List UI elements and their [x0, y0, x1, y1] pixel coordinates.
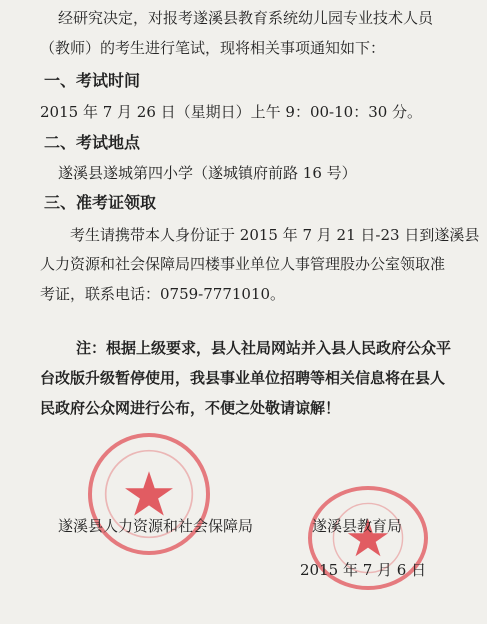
- note-line-1: 注：根据上级要求，县人社局网站并入县人民政府公众平: [76, 339, 452, 357]
- note-line-2: 台改版升级暂停使用，我县事业单位招聘等相关信息将在县人: [40, 369, 446, 387]
- intro-line-1: 经研究决定，对报考遂溪县教育系统幼儿园专业技术人员: [58, 9, 434, 27]
- section-3-line-1: 考生请携带本人身份证于 2015 年 7 月 21 日-23 日到遂溪县: [70, 226, 480, 244]
- intro-line-2: （教师）的考生进行笔试，现将相关事项通知如下：: [40, 39, 386, 57]
- section-2-text: 遂溪县遂城第四小学（遂城镇府前路 16 号）: [58, 164, 357, 182]
- signature-date: 2015 年 7 月 6 日: [300, 561, 427, 579]
- section-3-line-2: 人力资源和社会保障局四楼事业单位人事管理股办公室领取准: [40, 255, 446, 273]
- section-1-text: 2015 年 7 月 26 日（星期日）上午 9：00-10：30 分。: [40, 103, 423, 121]
- section-3-line-3: 考证，联系电话：0759-7771010。: [40, 285, 286, 303]
- hr-bureau-seal: [88, 433, 210, 555]
- signature-org-2: 遂溪县教育局: [312, 517, 403, 535]
- note-line-3: 民政府公众网进行公布，不便之处敬请谅解！: [40, 399, 341, 417]
- section-3-title: 三、准考证领取: [44, 193, 157, 212]
- section-2-title: 二、考试地点: [44, 133, 141, 152]
- signature-org-1: 遂溪县人力资源和社会保障局: [58, 517, 254, 535]
- section-1-title: 一、考试时间: [44, 71, 141, 90]
